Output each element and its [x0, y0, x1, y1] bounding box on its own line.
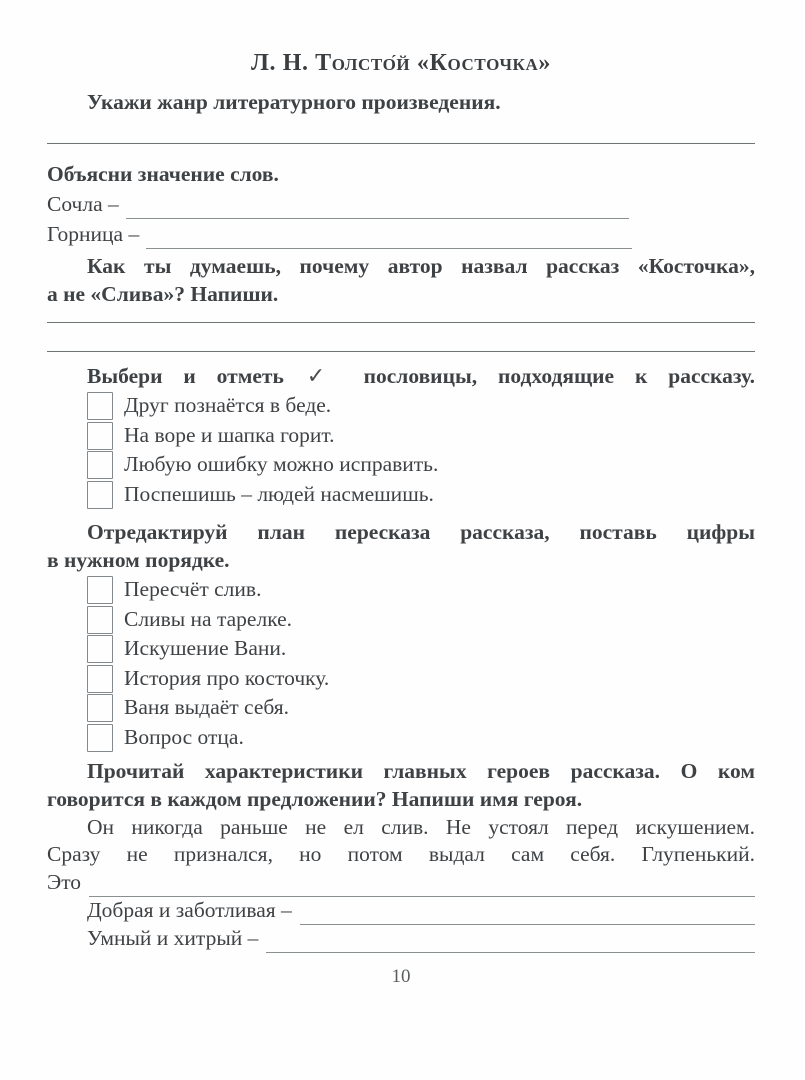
title-question-answer-line-2[interactable]: [47, 351, 755, 352]
plan-label: Искушение Вани.: [124, 636, 287, 661]
plan-label: Вопрос отца.: [124, 724, 244, 749]
hero2-label: Добрая и заботливая –: [87, 898, 292, 923]
proverb-label: Друг познаётся в беде.: [124, 393, 332, 418]
page-number: 10: [391, 966, 411, 988]
plan-prompt-line1: Отредактируй план пересказа рассказа, поставь цифры: [87, 519, 755, 544]
hero1-answer-row: [47, 869, 755, 897]
title-question-answer-line-1[interactable]: [47, 322, 755, 323]
plan-item: [47, 665, 755, 693]
word-label-sochla: Сочла –: [47, 192, 119, 217]
page-title: Л. Н. Толсто́й «Косточка»: [251, 50, 551, 76]
checkbox[interactable]: [87, 422, 113, 450]
title-question-prompt-line1: Как ты думаешь, почему автор назвал рассказ «Косточка»,: [87, 253, 755, 278]
hero3-answer-row: [47, 925, 755, 953]
hero2-answer-row: [47, 897, 755, 925]
proverb-item: [47, 451, 755, 479]
checkbox[interactable]: [87, 576, 113, 604]
checkbox[interactable]: [87, 481, 113, 509]
genre-prompt: Укажи жанр литературного произведения.: [87, 90, 501, 115]
checkbox[interactable]: [87, 392, 113, 420]
vocab-word-row-gornitsa: [47, 221, 755, 249]
answer-line-hero2[interactable]: [300, 900, 755, 925]
word-label-gornitsa: Горница –: [47, 222, 140, 246]
plan-label: История про косточку.: [124, 665, 330, 690]
proverbs-prompt: [47, 362, 755, 391]
hero1-fill-prefix: Это: [47, 870, 82, 895]
checkbox[interactable]: [87, 694, 113, 722]
checkbox[interactable]: [87, 665, 113, 693]
vocab-word-row-sochla: [47, 191, 755, 219]
hero-description-line1: Он никогда раньше не ел слив. Не устоял перед искушением.: [87, 814, 755, 839]
proverb-item: [47, 392, 755, 420]
plan-prompt-line2: в нужном порядке.: [47, 547, 230, 572]
checkbox[interactable]: [87, 606, 113, 634]
plan-item: [47, 606, 755, 634]
checkbox[interactable]: [87, 451, 113, 479]
plan-label: Сливы на тарелке.: [124, 606, 293, 631]
plan-item: [47, 635, 755, 663]
proverb-item: [47, 422, 755, 450]
check-mark-icon: ✓: [306, 362, 341, 388]
heroes-prompt-line1: Прочитай характеристики главных героев рассказа. О ком: [87, 758, 755, 783]
heroes-prompt-line2: говорится в каждом предложении? Напиши имя героя.: [47, 786, 583, 811]
hero-description-line2: Сразу не признался, но потом выдал сам себя. Глупенький.: [47, 842, 755, 867]
vocab-heading: Объясни значение слов.: [47, 162, 279, 187]
plan-item: [47, 724, 755, 752]
hero3-label: Умный и хитрый –: [87, 926, 259, 951]
plan-item: [47, 694, 755, 722]
proverb-label: Любую ошибку можно исправить.: [124, 452, 439, 477]
proverb-label: На воре и шапка горит.: [124, 422, 335, 447]
answer-line-hero3[interactable]: [266, 928, 755, 953]
checkbox[interactable]: [87, 635, 113, 663]
checkbox[interactable]: [87, 724, 113, 752]
proverbs-prompt-after: пословицы, подходящие к рассказу.: [363, 363, 756, 388]
answer-line-hero1[interactable]: [89, 872, 755, 897]
genre-answer-line[interactable]: [47, 143, 755, 144]
plan-item: [47, 576, 755, 604]
proverb-label: Поспешишь – людей насмешишь.: [124, 481, 434, 506]
proverb-item: [47, 481, 755, 509]
plan-label: Ваня выдаёт себя.: [124, 695, 290, 720]
answer-line-sochla[interactable]: [126, 194, 629, 219]
proverbs-prompt-before: Выбери и отметь: [87, 363, 284, 388]
plan-label: Пересчёт слив.: [124, 577, 262, 602]
answer-line-gornitsa[interactable]: [146, 224, 632, 249]
title-question-prompt-line2: а не «Слива»? Напиши.: [47, 281, 279, 306]
